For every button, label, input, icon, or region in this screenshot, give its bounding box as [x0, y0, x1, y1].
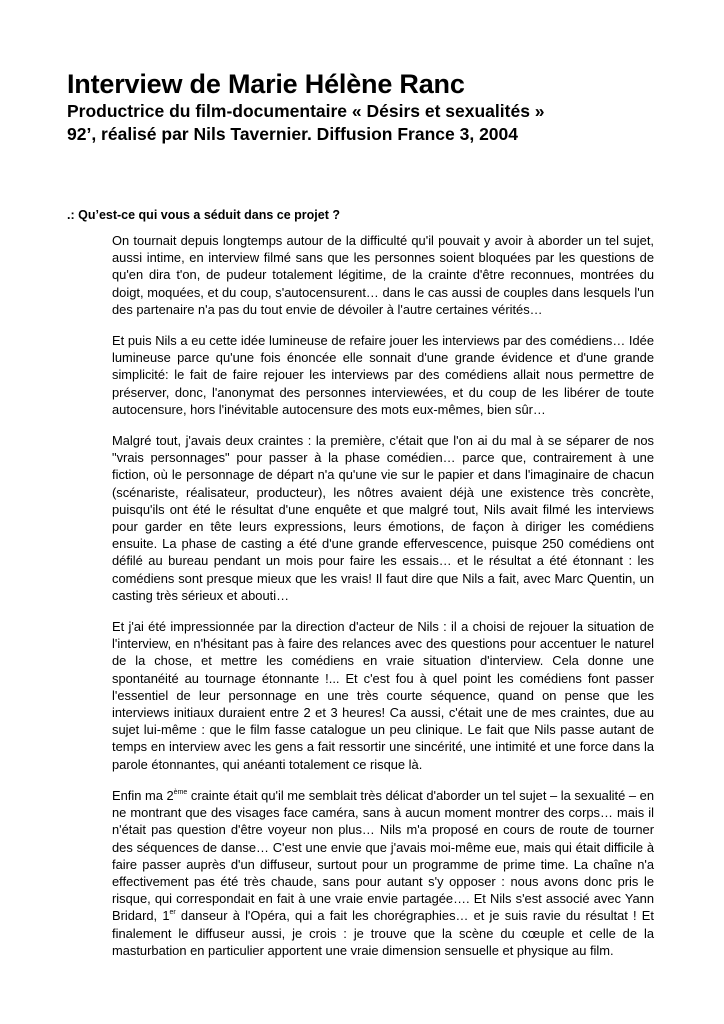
interview-question: .: Qu’est-ce qui vous a séduit dans ce projet ?: [67, 208, 340, 222]
answer-paragraph-3: Malgré tout, j'avais deux craintes : la première, c'était que l'on ai du mal à se séparer de nos "vrais personnages" pour passer à la phase comédien… parce que, contrairement à une fiction, où le personnage de départ n'a qu'une vie sur le papier et dans l'imaginaire de chacun (scénariste, réalisateur, producteur), les nôtres avaient déjà une existence très concrète, puisqu'ils ont été le résultat d'une enquête et que malgré tout, Nils avait filmé les interviews pour garder en tête leurs expressions, leurs émotions, de façon à diriger les comédiens ensuite. La phase de casting a été d'une grande effervescence, puisque 250 comédiens ont défilé au bureau pendant un mois pour faire les essais… et le résultat a été étonnant : les comédiens sont presque mieux que les vrais! Il faut dire que Nils a fait, avec Marc Quentin, un casting très sérieux et abouti…: [112, 433, 654, 603]
paragraph-5-text-a: Enfin ma 2: [112, 787, 174, 803]
page-title: Interview de Marie Hélène Ranc: [67, 69, 465, 99]
subtitle-line-2: 92’, réalisé par Nils Tavernier. Diffusion France 3, 2004: [67, 124, 519, 144]
answer-paragraph-4: Et j'ai été impressionnée par la direction d'acteur de Nils : il a choisi de rejouer la situation de l'interview, en n'hésitant pas à faire des relances avec des questions pour accentuer le naturel de la chose, et mettre les comédiens en vraie situation d'interview. Cela donne une spontanéité au tournage étonnante !... Et c'est fou à quel point les comédiens font passer l'essentiel de leur personnage en une très courte séquence, quand on pense que les interviews initiaux duraient entre 2 et 3 heures! Ca aussi, c'était une de mes craintes, due au sujet lui-même : que le film fasse catalogue un peu clinique. Le fait que Nils passe autant de temps en interview avec les gens a fait ressortir une sincérité, une intimité et une force dans la parole étonnantes, qui anéanti totalement ce risque là.: [112, 619, 654, 772]
answer-paragraph-2: Et puis Nils a eu cette idée lumineuse de refaire jouer les interviews par des comédiens… Idée lumineuse parce qu'une fois énoncée elle sonnait d'une grande évidence et d'une grande simplicité: le fait de faire rejouer les interviews par des comédiens allait nous permettre de préserver, donc, l'anonymat des personnes interviewées, et du coup de les libérer de toute autocensure, hors l'inévitable autocensure des mots eux-mêmes, bien sûr…: [112, 333, 654, 417]
answer-paragraph-1: On tournait depuis longtemps autour de la difficulté qu'il pouvait y avoir à aborder un tel sujet, aussi intime, en interview filmé sans que les personnes soient bloquées par les questions de qu'en dira t'on, de pudeur totalement légitime, de la crainte d'être reconnues, montrées du doigt, moquées, et du coup, s'autocensurent… dans le cas aussi de couples dans lesquels l'un des partenaire n'a pas du tout envie de dévoiler à l'autre certaines vérités…: [112, 233, 654, 317]
subtitle-line-1: Productrice du film-documentaire « Désirs et sexualités »: [67, 101, 545, 121]
paragraph-5-text-c: danseur à l'Opéra, qui a fait les chorégraphies… et je suis ravie du résultat ! Et finalement le diffuseur aussi, je crois : je trouve que la scène du cœuple et celle de la masturbation en particulier apportent une vraie dimension sensuelle et physique au film.: [112, 908, 654, 958]
paragraph-5-text-b: crainte était qu'il me semblait très délicat d'aborder un tel sujet – la sexualité – en ne montrant que des visages face caméra, sans à aucun moment montrer des corps… mais il n'était pas question d'être voyeur non plus… Nils m'a proposé en cours de route de tourner des séquences de danse… C'est une envie que j'avais moi-même eue, mais qui était difficile à faire passer auprès d'un diffuseur, surtout pour un programme de prime time. La chaîne n'a effectivement pas été très chaude, sans pour autant s'y opposer : nous avons donc pris le risque, qui correspondait en fait à une vraie envie partagée…. Et Nils s'est associé avec Yann Bridard, 1: [112, 787, 655, 924]
ordinal-superscript-2: er: [169, 909, 176, 917]
ordinal-superscript-1: ème: [173, 788, 188, 796]
answer-body: [112, 232, 654, 973]
page-subtitle: [67, 100, 667, 146]
answer-paragraph-5: [112, 787, 654, 959]
